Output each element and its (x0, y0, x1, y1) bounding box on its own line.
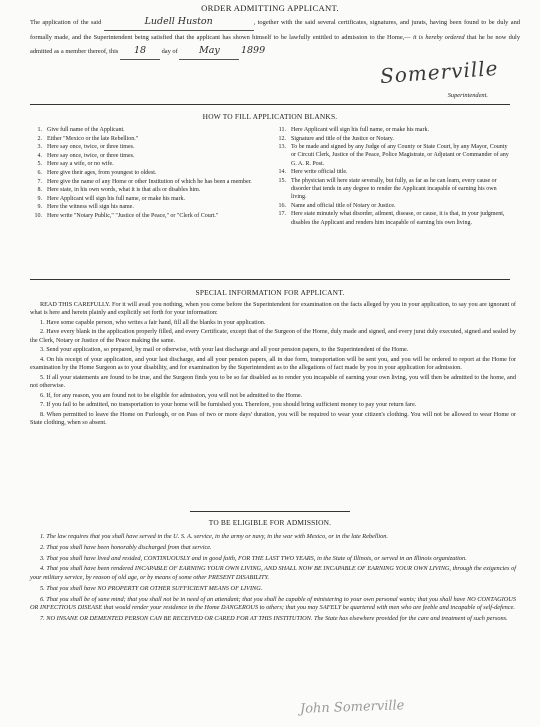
instruction-item: 14. Here write official title. (278, 169, 348, 176)
superintendent-label: Superintendent. (447, 92, 488, 99)
instruction-item: 7. Here give the name of any Home or other Institution of which he has been a member. (37, 178, 252, 185)
instruction-item: 15. The physician will here state severally, but fully, as far as he can learn, every cause or disorder that tends in any degree to render the Applicant incapable of earning his own living. (278, 177, 497, 201)
eligible-body (30, 533, 516, 626)
instructions-left-column (28, 126, 266, 221)
instructions-right-column (272, 126, 512, 227)
special-paragraph: 4. On his receipt of your application, and your last discharge, and all your pension papers, all in due form, transportation will be sent you, and you will be ordered to report at the Home for examination by the Home Surgeon as to your disability, and for examination by the Superintendent as to the allegations of fact made by you in your application for admission. (30, 355, 516, 372)
superintendent-signature: Somerville (379, 55, 500, 89)
instruction-item: 8. Here state, in his own words, what it is that ails or disables him. (37, 187, 201, 194)
special-paragraph: 1. Have some capable person, who writes a fair hand, fill all the blanks in your application. (40, 318, 266, 326)
instruction-item: 4. Here say once, twice, or three times. (37, 152, 135, 159)
special-info-title: SPECIAL INFORMATION FOR APPLICANT. (195, 288, 345, 297)
special-paragraph: 6. If, for any reason, you are found not to be eligible for admission, you will not be admitted to the Home. (40, 391, 303, 399)
order-text-part2: , together with the said several certificates, signatures, and jurats, having been found to be duly and formally made, and the Superintendent being satisfied that the applicant has shown himself to be lawfully entitled to admission to the Home,— (30, 19, 520, 41)
special-paragraph: 7. If you fail to be admitted, no transportation to your home will be furnished you. Therefore, you should bring sufficient money to pay your return fare. (40, 401, 417, 409)
instruction-item: 13. To be made and signed by any Judge of any County or State Court, by any Mayor, County or Circuit Clerk, Justice of the Peace, Police Magistrate, or Adjutant or Commander of any G. A. R. Post. (278, 144, 509, 167)
eligible-paragraph: 1. The law requires that you shall have served in the U. S. A. service, in the army or navy, in the war with Mexico, or in the late Rebellion. (40, 533, 388, 540)
order-text-part3: that he be now duly admitted as a member thereof, this (30, 33, 521, 56)
instruction-item: 17. Here state minutely what disorder, ailment, disease, or cause, it is that, in your judgment, disables the Applicant and renders him incapable of earning his own living. (278, 211, 505, 226)
instruction-item: 16. Name and official title of Notary or Justice. (278, 202, 396, 209)
admission-month: May (198, 45, 220, 57)
eligible-paragraph: 4. That you shall have been rendered INCAPABLE OF EARNING YOUR OWN LIVING, AND SHALL NOW BE INCAPABLE OF EARNING YOUR OWN LIVING, through the exigencies of your military service, by reason of old age, or by means of some other PRESENT DISABILITY. (30, 565, 516, 581)
eligible-paragraph: 6. That you shall be of sane mind; that you shall not be in need of an attendant; that you shall be capable of ministering to your own personal wants; that you shall have NO CONTAGIOUS OR INFECTIOUS DISEASE that would render your residence in the Home DANGEROUS to others; that you may SAFELY be quartered with men who are feeble and incapable of self-defence. (30, 595, 516, 612)
order-text-part4: day of (161, 48, 178, 56)
order-title: ORDER ADMITTING APPLICANT. (201, 3, 339, 13)
instruction-item: 1. Give full name of the Applicant. (37, 127, 125, 133)
instruction-item: 9. Here Applicant will sign his full name, or make his mark. (37, 195, 185, 202)
instruction-item: 5. Here say a wife, or no wife. (37, 161, 114, 168)
eligible-paragraph: 7. NO INSANE OR DEMENTED PERSON CAN BE RECEIVED OR CARED FOR AT THIS INSTITUTION. The State has elsewhere provided for the care and treatment of such persons. (40, 614, 508, 622)
admission-day: 18 (133, 45, 147, 57)
instruction-item: 6. Here give their ages, from youngest to oldest. (37, 169, 157, 176)
special-paragraph: 3. Send your application, so prepared, by mail or otherwise, with your last discharge and all your pension papers, to the Superintendent of the Home. (40, 346, 409, 354)
instruction-item: 10. Here write "Notary Public," "Justice of the Peace," or "Clerk of Court." (34, 212, 219, 219)
divider-2 (30, 279, 510, 280)
order-text-italic: it is hereby ordered (412, 33, 465, 41)
eligible-title: TO BE ELIGIBLE FOR ADMISSION. (208, 518, 332, 527)
day-field (120, 44, 160, 60)
admission-year: 1899 (240, 45, 266, 57)
special-paragraph: 2. Have every blank in the application properly filled, and every Certificate, except that of the Surgeon of the Home, duly made and signed, and every jurat duly executed, signed and sealed by the Clerk, Notary or Justice of the Peace making the same. (30, 328, 516, 344)
month-field (179, 44, 239, 60)
special-paragraph: 5. If all your statements are found to be true, and the Surgeon finds you to be so far disabled as to render you incapable of earning your own living, you will then be admitted to the home, and not otherwise. (30, 373, 516, 390)
special-paragraph: 8. When permitted to leave the Home on Furlough, or on Pass of two or more days' duration, you will be required to wear your citizen's clothing. You will not be allowed to wear Home or State clothing, when so absent. (30, 410, 516, 427)
eligible-paragraph: 5. That you shall have NO PROPERTY OR OTHER SUFFICIENT MEANS OF LIVING. (40, 584, 263, 592)
instruction-item: 3. Here say once, twice, or three times. (37, 144, 135, 151)
order-text-part1: The application of the said (30, 19, 102, 26)
divider-3 (190, 511, 350, 512)
instruction-item: 2. Either "Mexico or the late Rebellion." (37, 135, 139, 142)
instruction-item: 11. Here Applicant will sign his full name, or make his mark. (278, 127, 429, 133)
instruction-item: 12. Signature and title of the Justice or Notary. (278, 135, 394, 142)
special-info-body (30, 301, 516, 429)
applicant-name-field (104, 15, 254, 31)
eligible-paragraph: 2. That you shall have been honorably discharged from that service. (40, 543, 212, 551)
instruction-item: 9. Here the witness will sign his name. (37, 204, 134, 211)
applicant-name: Ludell Huston (144, 16, 213, 27)
eligible-paragraph: 3. That you shall have lived and resided, CONTINUOUSLY and in good faith, FOR THE LAST TWO YEARS, in the State of Illinois, or served in an Illinois organization. (40, 554, 467, 562)
how-to-fill-title: HOW TO FILL APPLICATION BLANKS. (202, 112, 338, 121)
bottom-signature: John Somerville (299, 698, 405, 717)
order-text (30, 15, 520, 60)
special-paragraph: READ THIS CAREFULLY. For it will avail you nothing, when you come before the Superintendent for examination on the facts alleged by you in your application, to say you are ignorant of what is here and herein plainly and explicitly set forth for your information: (30, 301, 516, 317)
divider-1 (30, 104, 510, 105)
